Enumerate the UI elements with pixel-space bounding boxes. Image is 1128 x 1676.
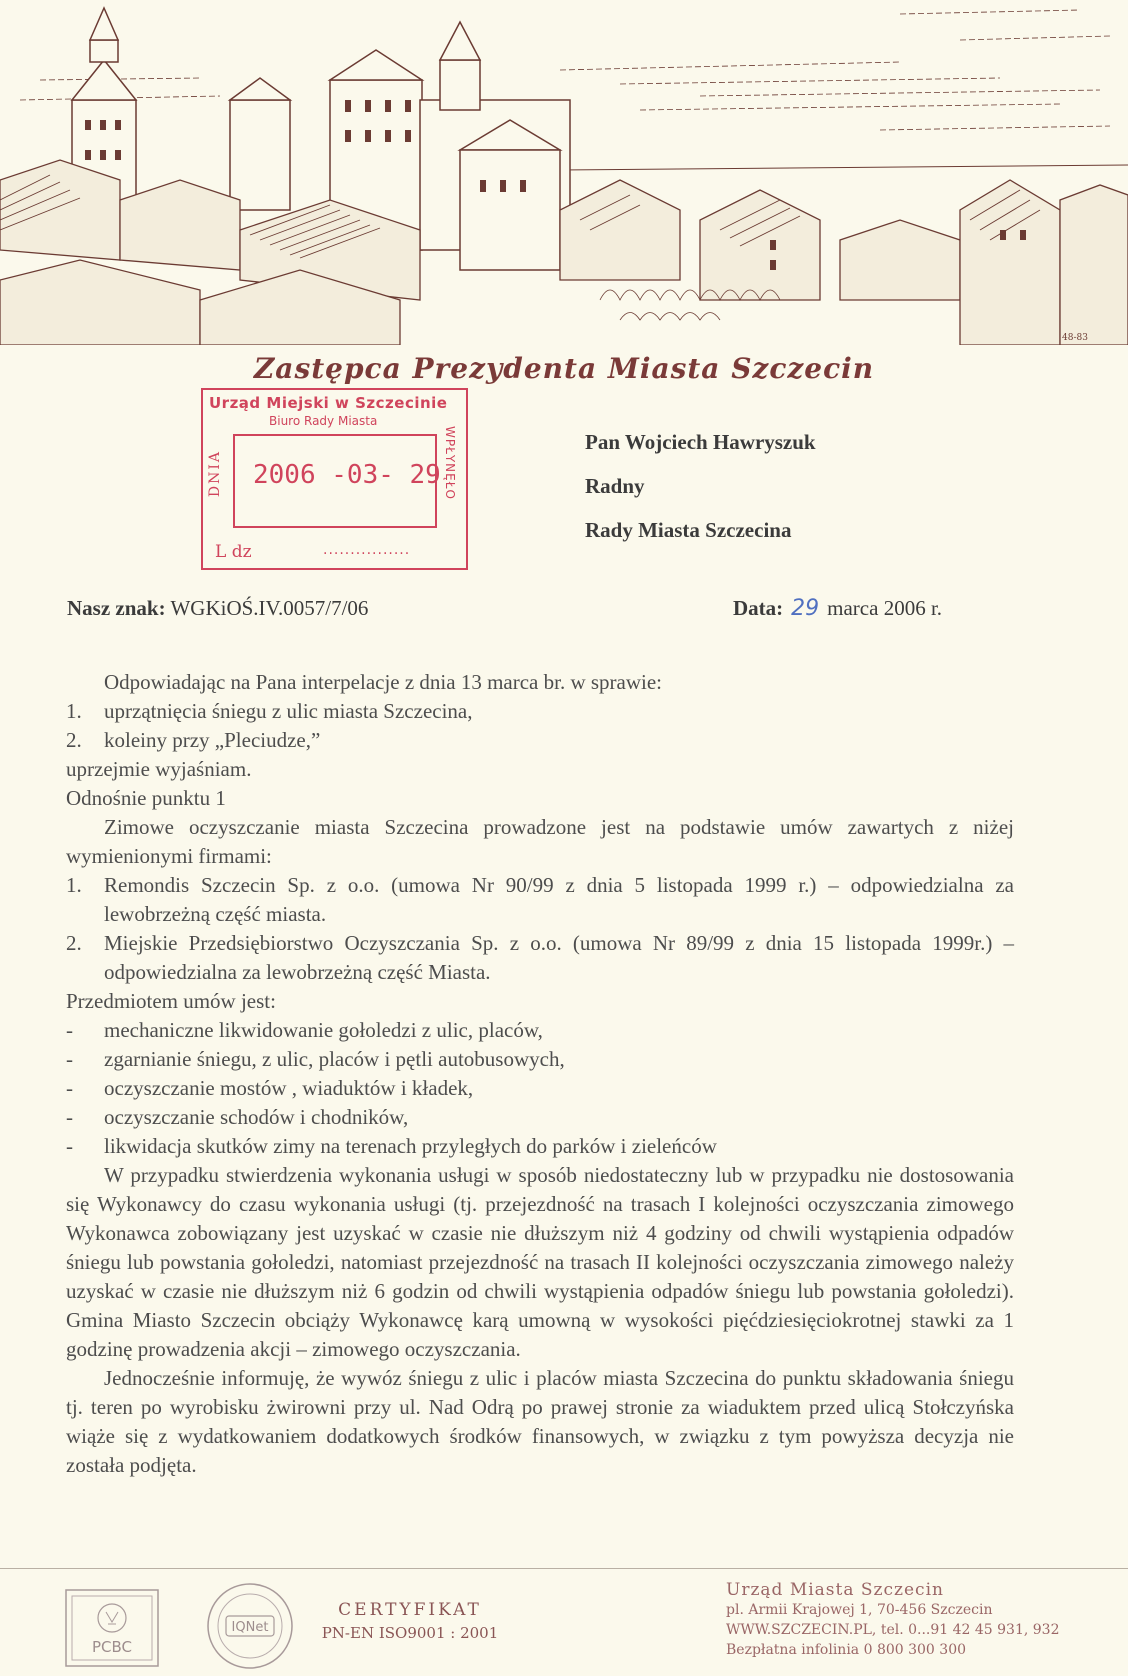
registry-stamp <box>201 388 468 570</box>
office-infoline: Bezpłatna infolinia 0 800 300 300 <box>726 1642 967 1658</box>
addressee-council: Rady Miasta Szczecina <box>585 518 792 542</box>
reference-value: WGKiOŚ.IV.0057/7/06 <box>170 596 369 620</box>
pcbc-logo <box>62 1586 162 1670</box>
explain-line: uprzejmie wyjaśniam. <box>66 757 252 781</box>
certificate-block <box>310 1600 510 1642</box>
subject-item: - likwidacja skutków zimy na terenach przyległych do parków i zieleńców <box>66 1134 717 1158</box>
subject-item: - zgarnianie śniegu, z ulic, placów i pętli autobusowych, <box>66 1047 565 1071</box>
contracts-paragraph: Zimowe oczyszczanie miasta Szczecina prowadzone jest na podstawie umów zawartych z niżej wymienionymi firmami: <box>66 815 1014 868</box>
stamp-received-label: WPŁYNĘŁO <box>443 426 457 500</box>
artist-signature: 48-83 <box>1062 333 1088 343</box>
subject-item: - oczyszczanie schodów i chodników, <box>66 1105 409 1129</box>
intro-paragraph: Odpowiadając na Pana interpelacje z dnia 13 marca br. w sprawie: <box>104 670 663 694</box>
subject-intro: Przedmiotem umów jest: <box>66 989 276 1013</box>
letter-footer <box>0 1570 1128 1676</box>
sender-title: Zastępca Prezydenta Miasta Szczecin <box>253 352 875 385</box>
svg-text:IQNet: IQNet <box>231 1620 269 1635</box>
firm-item: 2. Miejskie Przedsiębiorstwo Oczyszczania Sp. z o.o. (umowa Nr 89/99 z dnia 15 listopada 1999r.) – odpowiedzialna za lewobrzeżną część Miasta. <box>66 931 1014 984</box>
stamp-ldz-label: L dz <box>215 542 252 562</box>
office-contact-block <box>726 1580 1060 1660</box>
letter-body <box>66 668 1014 1480</box>
addressee-role: Radny <box>585 474 645 498</box>
date-day-handwritten: 29 <box>791 596 820 621</box>
certificate-title: CERTYFIKAT <box>338 1600 482 1620</box>
transport-paragraph: Jednocześnie informuję, że wywóz śniegu z ulic i placów miasta Szczecina do punktu składowania śniegu tj. teren po wyrobisku żwirowni przy ul. Nad Odrą po prawej stronie za wiaduktem przed ulicą Stołczyńska wiąże się z wydatkowaniem dodatkowych środków finansowych, w związku z tym powyższa decyzja nie została podjęta. <box>66 1366 1014 1477</box>
firm-item: 1. Remondis Szczecin Sp. z o.o. (umowa Nr 90/99 z dnia 5 listopada 1999 r.) – odpowiedzialna za lewobrzeżną część miasta. <box>66 873 1014 926</box>
svg-text:PCBC: PCBC <box>91 1638 133 1656</box>
date-label: Data: <box>733 596 784 620</box>
reference-label: Nasz znak: <box>67 596 166 620</box>
stamp-date: 2006 -03- 29 <box>253 460 441 490</box>
certificate-standard: PN-EN ISO9001 : 2001 <box>321 1624 499 1642</box>
office-name: Urząd Miasta Szczecin <box>726 1580 944 1600</box>
point-heading: Odnośnie punktu 1 <box>66 786 226 810</box>
stamp-ldz-blank: ................ <box>323 542 411 558</box>
stamp-office: Urząd Miejski w Szczecinie <box>209 394 448 412</box>
addressee-name: Pan Wojciech Hawryszuk <box>585 430 816 454</box>
date-rest: marca 2006 r. <box>827 596 943 620</box>
letter-date <box>733 596 942 621</box>
topic-item: 1. uprzątnięcia śniegu z ulic miasta Szczecina, <box>66 699 473 723</box>
topic-item: 2. koleiny przy „Pleciudze,” <box>66 728 321 752</box>
city-panorama-engraving <box>0 0 1128 345</box>
iqnet-logo <box>204 1580 296 1672</box>
office-web-tel: WWW.SZCZECIN.PL, tel. 0...91 42 45 931, 932 <box>726 1622 1060 1638</box>
subject-item: - oczyszczanie mostów , wiaduktów i kładek, <box>66 1076 474 1100</box>
office-address: pl. Armii Krajowej 1, 70-456 Szczecin <box>726 1602 993 1618</box>
subject-item: - mechaniczne likwidowanie gołoledzi z ulic, placów, <box>66 1018 543 1042</box>
penalty-paragraph: W przypadku stwierdzenia wykonania usługi w sposób niedostateczny lub w przypadku nie dostosowania się Wykonawcy do czasu wykonania usługi (tj. przejezdność na trasach I kolejności oczyszczania zimowego Wykonawca zobowiązany jest uzyskać w czasie nie dłuższym niż 4 godziny od chwili wystąpienia odpadów śniegu lub powstania gołoledzi, natomiast przejezdność na trasach II kolejności oczyszczania zimowego należy uzyskać w czasie nie dłuższym niż 6 godzin od chwili wystąpienia odpadów śniegu lub powstania gołoledzi). Gmina Miasto Szczecin obciąży Wykonawcę karą umowną w wysokości pięćdziesięciokrotnej stawki za 1 godzinę prowadzenia akcji – zimowego oczyszczania. <box>66 1163 1014 1361</box>
footer-divider <box>0 1568 1128 1569</box>
stamp-dnia-label: DNIA <box>207 450 223 498</box>
addressee-block <box>585 420 816 552</box>
reference-number <box>67 596 368 621</box>
stamp-bureau: Biuro Rady Miasta <box>269 414 378 428</box>
